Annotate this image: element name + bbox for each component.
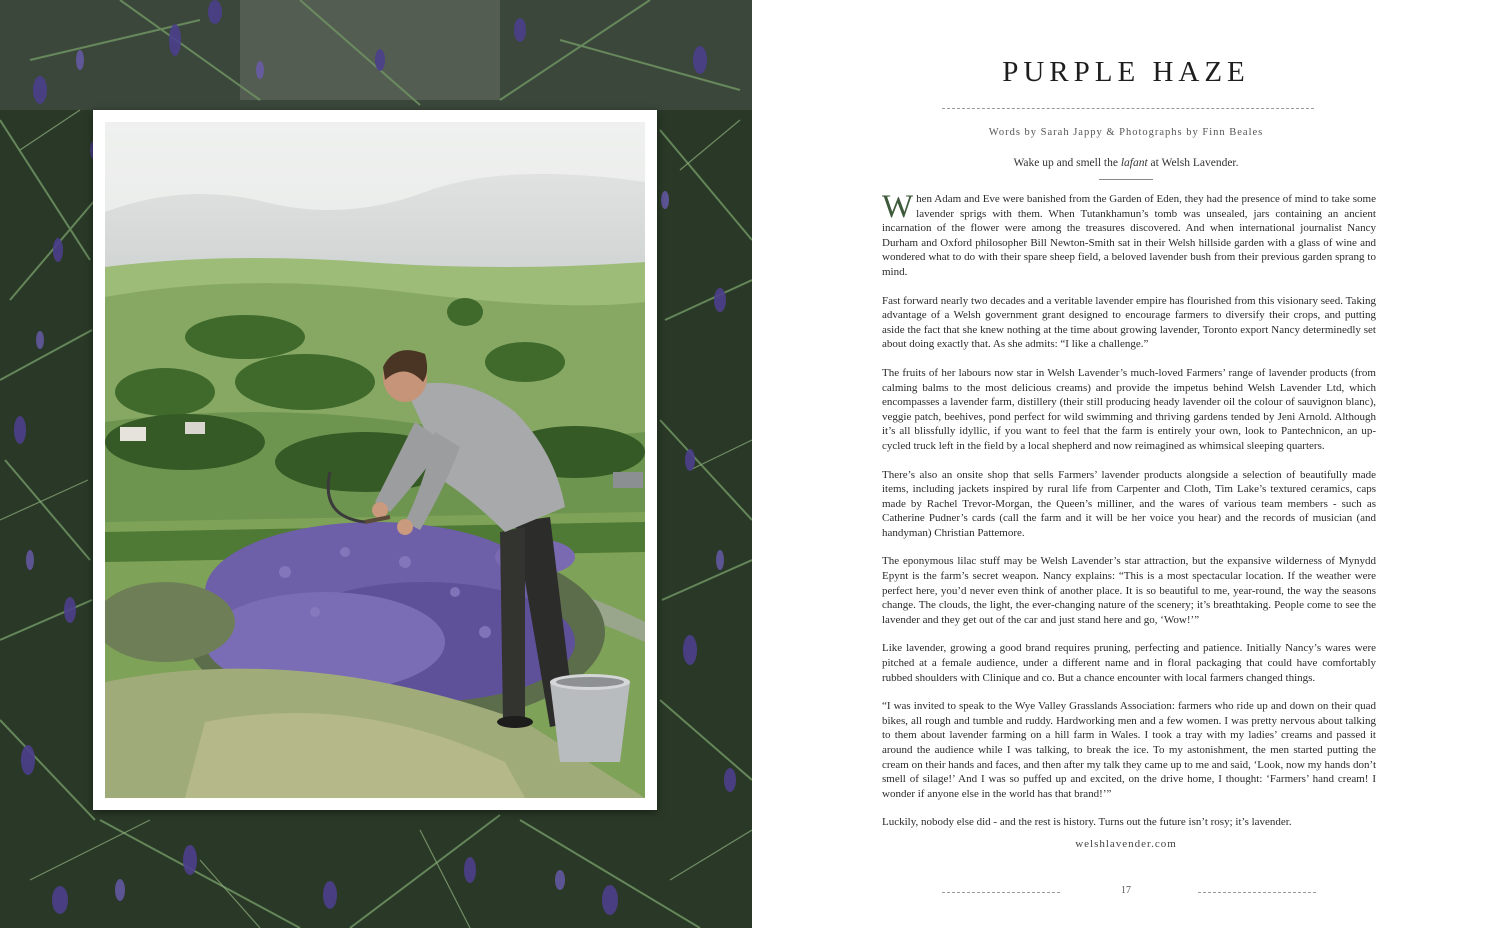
article-paragraph: There’s also an onsite shop that sells Farmers’ lavender products alongside a selection of beautifully made items, including jackets inspired by rural life from Carpenter and Cloth, Tim Lake’s textured ceramics, caps made by Rachel Trevor-Morgan, the Queen’s milliner, and the wares of various team members - such as Catherine Pudner’s cards (call the farm and it will be her voice you hear) and the records of musician (and handyman) Christian Pattemore.	[882, 468, 1376, 539]
standfirst-divider	[1099, 179, 1153, 180]
photo-frame	[93, 110, 657, 810]
spread-right-page	[752, 0, 1500, 928]
standfirst	[752, 157, 1500, 169]
article-paragraph: Like lavender, growing a good brand requires pruning, perfecting and patience. Initially Nancy’s wares were pitched at a female audience, under a different name and in floral packaging that could have comfortably rubbed shoulders with Clinique and co. But a chance encounter with local farmers changed things.	[882, 642, 1376, 684]
article-paragraph: “I was invited to speak to the Wye Valley Grasslands Association: farmers who ride up and down on their quad bikes, all rough and tumble and ruddy. Hardworking men and a few women. I was pretty nervous about talking to them about lavender farming on a hill farm in Wales. I took a tray with my ladies’ creams and passed it around the audience while I was talking, to break the ice. To my astonishment, the men started putting the cream on their hands and faces, and then after my talk they came up to me and said, ‘Look, now my hands don’t smell of silage!’ And I was so puffed up and excited, on the drive home, I thought: ‘Farmers’ hand cream! I wonder if anyone else in the world has that brand!’”	[882, 700, 1376, 800]
article-paragraph: The fruits of her labours now star in Welsh Lavender’s much-loved Farmers’ range of lavender products (from calming balms to the most delicious creams) and provide the impetus behind Welsh Lavender Ltd, which encompasses a lavender farm, distillery (their still producing heady lavender oil the colour of sauvignon blanc), veggie patch, beehives, pond perfect for wild swimming and thriving gardens tended by Jeni Arnold. Although it’s all blissfully idyllic, if you want to feel that the farm is entirely your own, look to Pantechnicon, an up-cycled truck left in the field by a local shepherd and now reimagined as whimsical sleeping quarters.	[882, 366, 1376, 452]
farm-photograph	[105, 122, 645, 798]
article-paragraph	[882, 189, 1376, 280]
standfirst-text-before: Wake up and smell the	[1013, 157, 1121, 169]
article-paragraph: Fast forward nearly two decades and a veritable lavender empire has flourished from this visionary seed. Taking advantage of a Welsh government grant designed to encourage farmers to diversify their crops, and putting aside the fact that she knew nothing at the time about growing lavender, Toronto export Nancy determinedly set about doing exactly that. As she admits: “I like a challenge.”	[882, 294, 1376, 351]
footer-rule-right	[1198, 892, 1316, 893]
page-number: 17	[1121, 885, 1131, 896]
standfirst-italic-word: lafant	[1120, 157, 1148, 169]
article-paragraph: The eponymous lilac stuff may be Welsh Lavender’s star attraction, but the expansive wilderness of Mynydd Epynt is the farm’s secret weapon. Nancy explains: “This is a most spectacular location. If the weather were perfect here, you’d never even think of another place. It is so beautiful to me, year-round, the way the seasons change. The clouds, the light, the ever-changing nature of the scenery; it’s breathtaking. People come to see the lavender and they get out of the car and just stand here and go, ‘Wow!’”	[882, 555, 1376, 626]
byline: Words by Sarah Jappy & Photographs by Finn Beales	[988, 127, 1264, 138]
lavender-harvest-photo	[105, 122, 645, 798]
drop-cap: W	[882, 189, 914, 225]
metal-bucket	[550, 674, 630, 762]
title-divider	[942, 108, 1314, 109]
article-title: PURPLE HAZE	[1002, 56, 1250, 88]
standfirst-text-after: at Welsh Lavender.	[1147, 157, 1239, 169]
paragraph-text: hen Adam and Eve were banished from the Garden of Eden, they had the presence of mind to take some lavender sprigs with them. When Tutankhamun’s tomb was unsealed, jars containing an ancient incarnation of the flower were among the treasures discovered. And when international journalist Nancy Durham and Oxford philosopher Bill Newton-Smith sat in their Welsh hillside garden with a glass of wine and wondered what to do with their spare sheep field, a beloved lavender bush from their previous garden sprang to mind.	[882, 193, 1376, 278]
website-link[interactable]: welshlavender.com	[1075, 838, 1177, 850]
article-paragraph: Luckily, nobody else did - and the rest is history. Turns out the future isn’t rosy; it’s lavender.	[882, 816, 1292, 829]
article-body	[882, 189, 1376, 844]
